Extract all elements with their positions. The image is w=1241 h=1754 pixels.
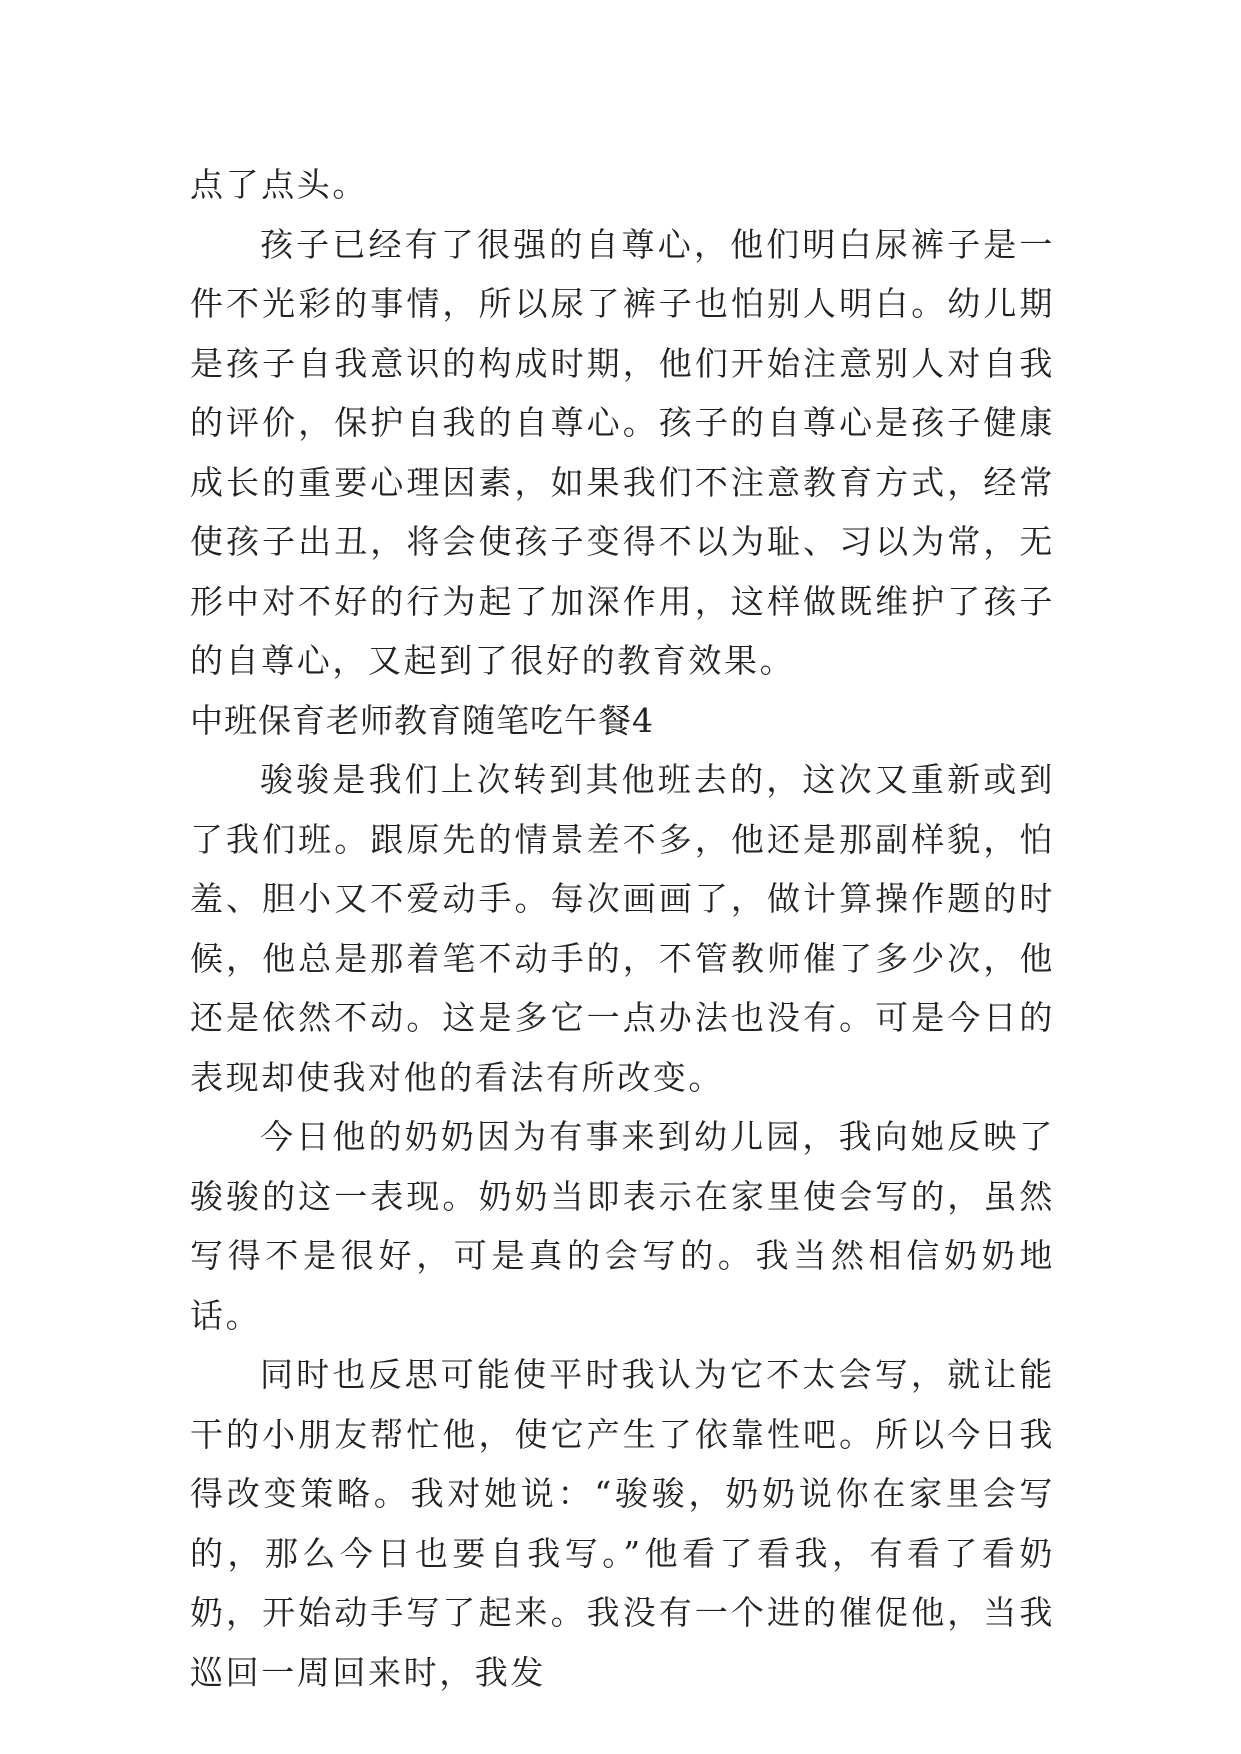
paragraph-self-esteem: 孩子已经有了很强的自尊心，他们明白尿裤子是一件不光彩的事情，所以尿了裤子也怕别人明白。幼儿期是孩子自我意识的构成时期，他们开始注意别人对自我的评价，保护自我的自尊心。孩子的自尊心是孩子健康成长的重要心理因素，如果我们不注意教育方式，经常使孩子出丑，将会使孩子变得不以为耻、习以为常，无形中对不好的行为起了加深作用，这样做既维护了孩子的自尊心，又起到了很好的教育效果。	[190, 224, 1055, 680]
paragraph-reflection: 同时也反思可能使平时我认为它不太会写，就让能干的小朋友帮忙他，使它产生了依靠性吧。所以今日我得改变策略。我对她说：“骏骏，奶奶说你在家里会写的，那么今日也要自我写。”他看了看我，有看了看奶奶，开始动手写了起来。我没有一个进的催促他，当我巡回一周回来时，我发	[190, 1355, 1055, 1692]
paragraph-continuation: 点了点头。	[190, 165, 368, 204]
document-body	[190, 155, 1055, 1702]
section-heading: 中班保育老师教育随笔吃午餐4	[190, 700, 654, 740]
paragraph-junjun-intro: 骏骏是我们上次转到其他班去的，这次又重新或到了我们班。跟原先的情景差不多，他还是那副样貌，怕羞、胆小又不爱动手。每次画画了，做计算操作题的时候，他总是那着笔不动手的，不管教师催了多少次，他还是依然不动。这是多它一点办法也没有。可是今日的表现却使我对他的看法有所改变。	[190, 760, 1055, 1097]
paragraph-grandma-visit: 今日他的奶奶因为有事来到幼儿园，我向她反映了骏骏的这一表现。奶奶当即表示在家里使会写的，虽然写得不是很好，可是真的会写的。我当然相信奶奶地话。	[190, 1117, 1055, 1335]
